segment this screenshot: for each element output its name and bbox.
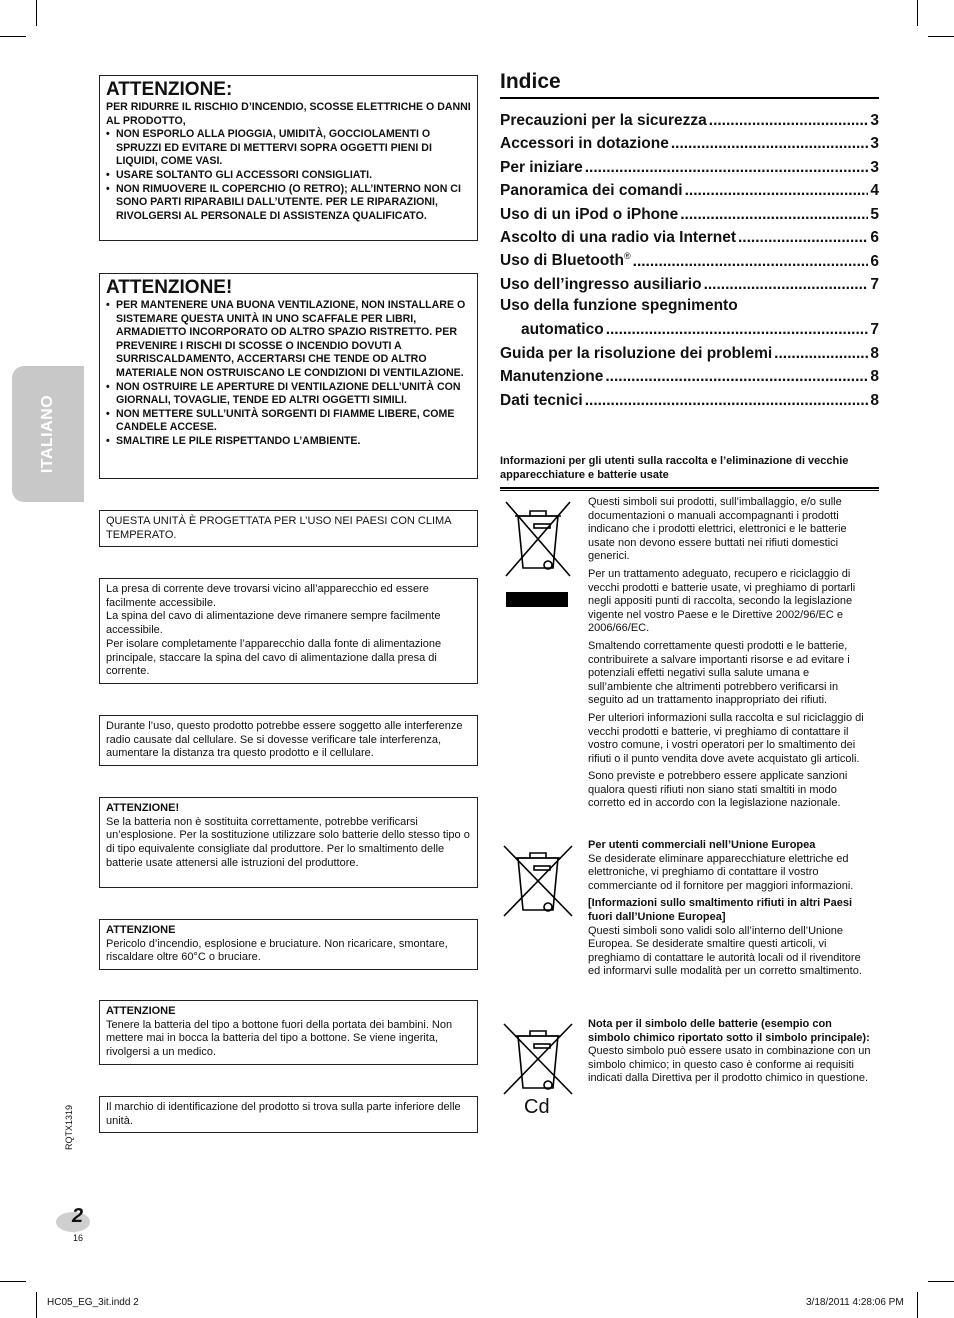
weee-paragraph: Per un trattamento adeguato, recupero e riciclaggio di vecchi prodotti e batterie usate, vi preghiamo di portarli negli appositi punti di raccolta, secondo la legislazione vigente nel vostro Paese e le Direttive 2002/96/EC e 2006/66/EC. [588, 567, 856, 635]
toc-entry[interactable] [500, 200, 879, 224]
button-battery-box [99, 1000, 478, 1065]
product-label-text: Il marchio di identificazione del prodotto si trova sulla parte inferiore delle unità. [106, 1101, 461, 1127]
toc-entry[interactable] [500, 297, 879, 339]
toc-entry[interactable] [500, 177, 879, 201]
outside-eu-title: [Informazioni sullo smaltimento rifiuti in altri Paesi fuori dall’Unione Europea] [588, 897, 853, 923]
footer-filename: HC05_EG_3it.indd 2 [47, 1297, 139, 1308]
climate-box [99, 510, 478, 547]
toc-entry[interactable] [500, 247, 879, 271]
registered-mark: ® [624, 251, 631, 262]
toc-label: Uso di un iPod o iPhone [500, 205, 679, 223]
toc-label: Manutenzione [500, 368, 604, 385]
toc-entry[interactable] [500, 271, 879, 295]
button-battery-title: ATTENZIONE [106, 1005, 176, 1017]
toc-entry[interactable] [500, 224, 879, 248]
crop-mark [917, 1292, 918, 1318]
climate-text: QUESTA UNITÀ È PROGETTATA PER L’USO NEI PAESI CON CLIMA TEMPERATO. [106, 515, 451, 541]
weee-battery-block [588, 1018, 874, 1090]
weee-rule [500, 487, 879, 489]
crop-mark [928, 36, 954, 37]
battery-warning-title: ATTENZIONE! [106, 802, 180, 814]
crop-mark [0, 36, 26, 37]
toc-label: Guida per la risoluzione dei problemi [500, 344, 773, 362]
language-tab-label: ITALIANO [39, 394, 56, 474]
fire-warning-body: Pericolo d’incendio, esplosione e bruciature. Non ricaricare, smontare, riscaldare oltre 60°C o bruciare. [106, 937, 448, 964]
power-outlet-box [99, 578, 478, 684]
crop-mark [928, 1281, 954, 1282]
fire-warning-title: ATTENZIONE [106, 924, 176, 936]
chemical-symbol: Cd [524, 1096, 550, 1118]
warning-box-attenzione [99, 75, 478, 241]
toc-page: 3 [870, 111, 879, 129]
warning-item: • SMALTIRE LE PILE RISPETTANDO L’AMBIENTE. [106, 435, 471, 449]
toc-label: Uso di Bluetooth [500, 252, 624, 270]
toc-page: 6 [870, 252, 879, 270]
toc-entry[interactable] [500, 130, 879, 154]
toc-entry[interactable] [500, 363, 879, 387]
weee-info-block [588, 496, 874, 815]
weee-paragraph: Smaltendo correttamente questi prodotti e le batterie, contribuirete a salvare importanti risorse e ad evitare i potenziali effetti negativi sulla salute umana e sull’ambiente che altrimenti potrebbero verificarsi in seguito ad un trattamento inappropriato dei rifiuti. [588, 639, 850, 707]
warning-title: ATTENZIONE: [106, 79, 233, 100]
product-label-box [99, 1096, 478, 1133]
fire-warning-box [99, 919, 478, 970]
toc-page: 8 [870, 391, 879, 409]
footer-date: 3/18/2011 4:28:06 PM [806, 1297, 904, 1308]
toc-label: automatico [521, 321, 604, 338]
toc-label: Uso dell’ingresso ausiliario [500, 276, 702, 293]
outside-eu-body: Questi simboli sono validi solo all’interno dell’Unione Europea. Se desiderate smaltire questi articoli, vi preghiamo di contattare le autorità locali od il rivenditore ed informarvi sulle modalità per un corretto smaltimento. [588, 924, 862, 978]
battery-warning-box [99, 797, 478, 888]
toc-page: 4 [870, 182, 879, 199]
warning-item: • USARE SOLTANTO GLI ACCESSORI CONSIGLIATI. [106, 169, 471, 183]
battery-bin-icon [500, 1018, 576, 1098]
crossed-bin-icon [500, 496, 576, 582]
button-battery-body: Tenere la batteria del tipo a bottone fuori della portata dei bambini. Non mettere mai in bocca la batteria del tipo a bottone. Se viene ingerita, rivolgersi a un medico. [106, 1018, 453, 1059]
toc-entry[interactable] [500, 153, 879, 177]
crop-mark [36, 1292, 37, 1318]
toc-page: 3 [870, 135, 879, 152]
crop-mark [0, 1281, 26, 1282]
business-title: Per utenti commerciali nell’Unione Europea [588, 839, 816, 851]
toc-label-line1: Uso della funzione spegnimento [500, 297, 738, 314]
warning-item: • NON RIMUOVERE IL COPERCHIO (O RETRO); ALL’INTERNO NON CI SONO PARTI RIPARABILI DALL’UTENTE. PER LE RIPARAZIONI, RIVOLGERSI AL PERSONALE DI ASSISTENZA QUALIFICATO. [106, 183, 471, 224]
warning-item: • NON METTERE SULL’UNITÀ SORGENTI DI FIAMME LIBERE, COME CANDELE ACCESE. [106, 408, 471, 435]
crop-mark [917, 0, 918, 26]
document-code: RQTX1319 [64, 1104, 74, 1150]
battery-warning-body: Se la batteria non è sostituita correttamente, potrebbe verificarsi un’esplosione. Per la sostituzione utilizzare solo batterie dello stesso tipo o di tipo equivalente consigliate dal produttore. Per lo smaltimento delle batterie usate attenersi alle istruzioni del produttore. [106, 815, 470, 869]
battery-note-title: Nota per il simbolo delle batterie (esempio con simbolo chimico riportato sotto il simbolo principale): [588, 1018, 870, 1044]
warning-item: • NON OSTRUIRE LE APERTURE DI VENTILAZIONE DELL’UNITÀ CON GIORNALI, TOVAGLIE, TENDE ED ALTRI OGGETTI SIMILI. [106, 381, 471, 408]
index-title: Indice [500, 70, 561, 93]
toc-page: 3 [870, 158, 879, 176]
toc-entry[interactable] [500, 106, 879, 130]
index-rule [500, 97, 879, 99]
language-tab [12, 366, 84, 502]
black-bar [506, 592, 568, 607]
weee-paragraph: Questi simboli sui prodotti, sull’imballaggio, e/o sulle documentazioni o manuali accompagnanti i prodotti indicano che i prodotti elettrici, elettronici e le batterie usate non devono essere buttati nei rifiuti domestici generici. [588, 496, 847, 563]
warning-box-ventilation [99, 273, 478, 479]
interference-box [99, 715, 478, 766]
page-number-small: 16 [73, 1233, 84, 1243]
crop-mark [36, 0, 37, 26]
toc-label: Per iniziare [500, 158, 583, 176]
toc-page: 8 [870, 344, 879, 362]
table-of-contents [500, 106, 879, 410]
toc-page: 8 [870, 368, 879, 385]
warning-intro: PER RIDURRE IL RISCHIO D’INCENDIO, SCOSSE ELETTRICHE O DANNI AL PRODOTTO, [106, 101, 471, 127]
toc-entry[interactable] [500, 339, 879, 363]
toc-page: 6 [870, 229, 879, 246]
toc-label: Dati tecnici [500, 391, 583, 409]
power-outlet-text: La presa di corrente deve trovarsi vicino all’apparecchio ed essere facilmente accessibile. La spina del cavo di alimentazione deve rimanere sempre facilmente accessibile. Per isolare completamente l’apparecchio dalla fonte di alimentazione principale, staccare la spina del cavo di alimentazione dalla presa di corrente. [106, 583, 442, 678]
toc-page: 5 [870, 205, 879, 223]
toc-label: Accessori in dotazione [500, 135, 669, 152]
toc-label: Precauzioni per la sicurezza [500, 111, 707, 129]
weee-paragraph: Per ulteriori informazioni sulla raccolta e sul riciclaggio di vecchi prodotti e batterie, vi preghiamo di contattare il vostro comune, i vostri operatori per lo smaltimento dei rifiuti o il punto vendita dove avete acquistato gli articoli. [588, 711, 864, 765]
business-body: Se desiderate eliminare apparecchiature elettriche ed elettroniche, vi preghiamo di contattare il vostro commerciante od il fornitore per maggiori informazioni. [588, 852, 854, 892]
toc-entry[interactable] [500, 386, 879, 410]
weee-paragraph: Sono previste e potrebbero essere applicate sanzioni qualora questi rifiuti non siano stati smaltiti in modo corretto ed in accordo con la legislazione nazionale. [588, 770, 848, 810]
crossed-bin-icon [500, 840, 576, 920]
interference-text: Durante l’uso, questo prodotto potrebbe essere soggetto alle interferenze radio causate dal cellulare. Se si dovesse verificare tale interferenza, aumentare la distanza tra questo prodotto e il cellulare. [106, 720, 463, 760]
toc-page: 7 [870, 276, 879, 293]
warning-item: • NON ESPORLO ALLA PIOGGIA, UMIDITÀ, GOCCIOLAMENTI O SPRUZZI ED EVITARE DI METTERVI SOPRA OGGETTI PIENI DI LIQUIDI, COME VASI. [106, 128, 471, 169]
weee-business-block [588, 839, 874, 983]
warning-item: • PER MANTENERE UNA BUONA VENTILAZIONE, NON INSTALLARE O SISTEMARE QUESTA UNITÀ IN UNO SCAFFALE PER LIBRI, ARMADIETTO INCORPORATO OD ALTRO SPAZIO RISTRETTO. PER PREVENIRE I RISCHI DI SCOSSE O INCENDIO DOVUTI A SURRISCALDAMENTO, ACCERTARSI CHE TENDE OD ALTRO MATERIALE NON OSTRUISCANO LE CONDIZIONI DI VENTILAZIONE. [106, 299, 471, 381]
toc-label: Panoramica dei comandi [500, 182, 683, 199]
page-number: 2 [72, 1205, 84, 1227]
warning-title: ATTENZIONE! [106, 277, 233, 298]
weee-title: Informazioni per gli utenti sulla raccolta e l’eliminazione di vecchie apparecchiature e batterie usate [500, 455, 849, 481]
toc-label: Ascolto di una radio via Internet [500, 229, 736, 246]
toc-page: 7 [870, 321, 879, 338]
weee-rule [500, 490, 879, 491]
battery-note-body: Questo simbolo può essere usato in combinazione con un simbolo chimico; in questo caso è conforme ai requisiti indicati dalla Direttiva per il prodotto chimico in questione. [588, 1045, 871, 1085]
